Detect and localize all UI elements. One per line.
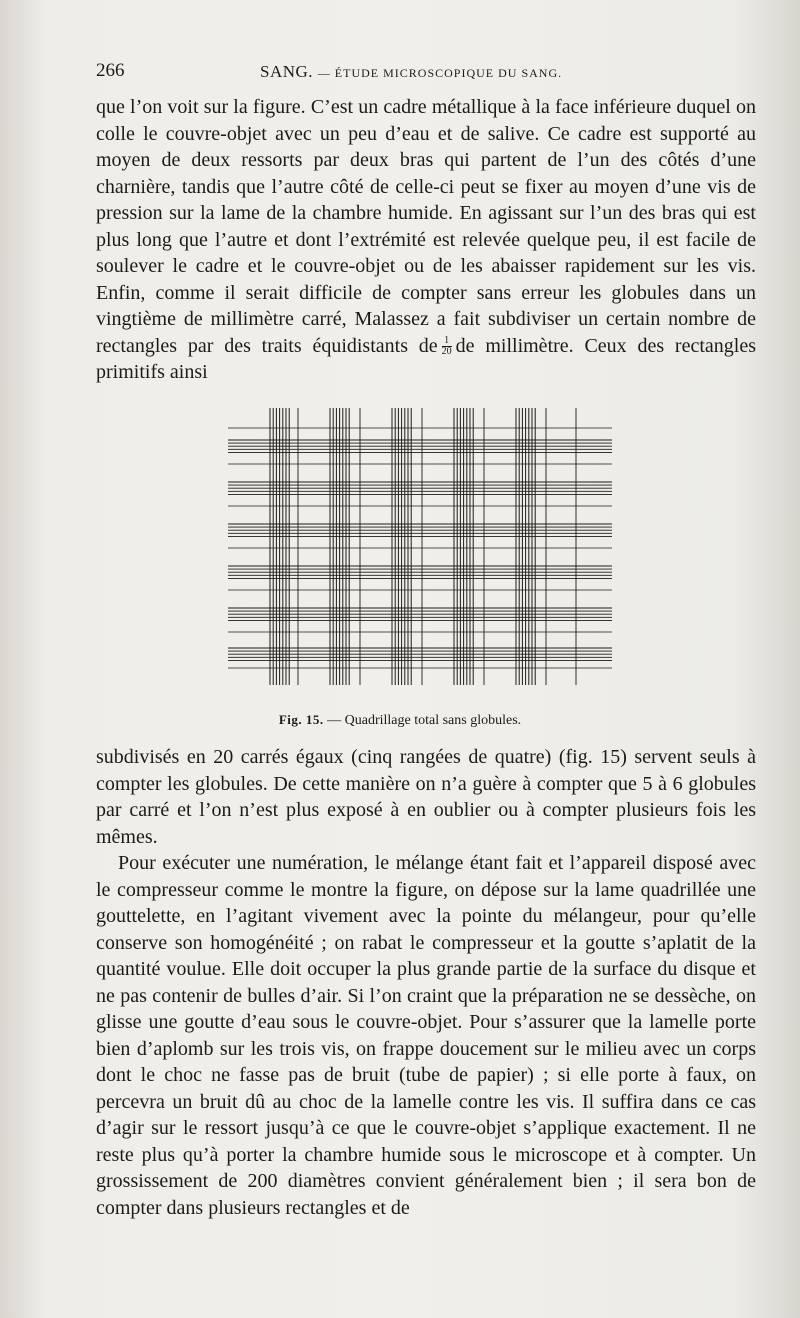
- figure-caption: [0, 712, 800, 729]
- page-header: [96, 60, 756, 86]
- paragraph-1: [96, 94, 756, 386]
- fraction-denominator: 20: [441, 346, 452, 358]
- paragraph-2: Pour exécuter une numération, le mélange étant fait et l’appareil disposé avec le compresseur comme le montre la figure, on dépose sur la lame quadrillée une gouttelette, en l’agitant vivement avec la pointe du mélangeur, pour qu’elle conserve son homogénéité ; on rabat le compresseur et la goutte s’aplatit de la quantité voulue. Elle doit occuper la plus grande partie de la surface du disque et ne pas contenir de bulles d’air. Si l’on craint que la préparation ne se dessèche, on glisse une goutte d’eau sous le couvre-objet. Pour s’assurer que la lamelle porte bien d’aplomb sur les trois vis, on frappe doucement sur le milieu avec un corps dont le choc ne fasse pas de bruit (tube de papier) ; si elle porte à faux, on percevra un bruit dû au choc de la lamelle contre les vis. Il suffira dans ce cas d’agir sur le ressort jusqu’à ce que le couvre-objet s’applique exactement. Il ne reste plus qu’à porter la chambre humide sous le microscope et à compter. Un grossissement de 200 diamètres convient généralement bien ; il sera bon de compter dans plusieurs rectangles et de: [96, 852, 756, 1219]
- running-title: [260, 62, 562, 82]
- fraction-numerator: 1: [442, 336, 452, 347]
- running-title-rest: — ÉTUDE MICROSCOPIQUE DU SANG.: [317, 66, 563, 80]
- running-title-main: SANG.: [260, 62, 314, 81]
- fraction: [442, 336, 452, 357]
- figure-caption-text: — Quadrillage total sans globules.: [327, 713, 522, 728]
- paragraph-1-continued: subdivisés en 20 carrés égaux (cinq rangées de quatre) (fig. 15) servent seuls à compter les globules. De cette manière on n’a guère à compter que 5 à 6 globules par carré et l’on n’est plus exposé à en oublier ou à compter plusieurs fois les mêmes.: [96, 746, 756, 848]
- page-number: 266: [96, 60, 125, 81]
- grid-figure: [170, 400, 630, 690]
- paragraph-1-text: que l’on voit sur la figure. C’est un cadre métallique à la face inférieure duquel on colle le couvre-objet avec un peu d’eau et de salive. Ce cadre est supporté au moyen de deux ressorts par deux bras qui partent de l’un des côtés d’une charnière, tandis que l’autre côté de celle-ci peut se fixer au moyen d’une vis de pression sur la lame de la chambre humide. En agissant sur l’un des bras qui est plus long que l’autre et dont l’extrémité est relevée quelque peu, il est facile de soulever le cadre et le couvre-objet ou de les abaisser rapidement sur les vis. Enfin, comme il serait difficile de compter sans erreur les globules dans un vingtième de millimètre carré, Malassez a fait subdiviser un certain nombre de rectangles par des traits équidistants de: [96, 96, 756, 357]
- paragraph-1-text-end: de millimètre. Ceux des rectangles primitifs ainsi: [96, 334, 756, 383]
- figure-label: Fig. 15.: [278, 712, 324, 727]
